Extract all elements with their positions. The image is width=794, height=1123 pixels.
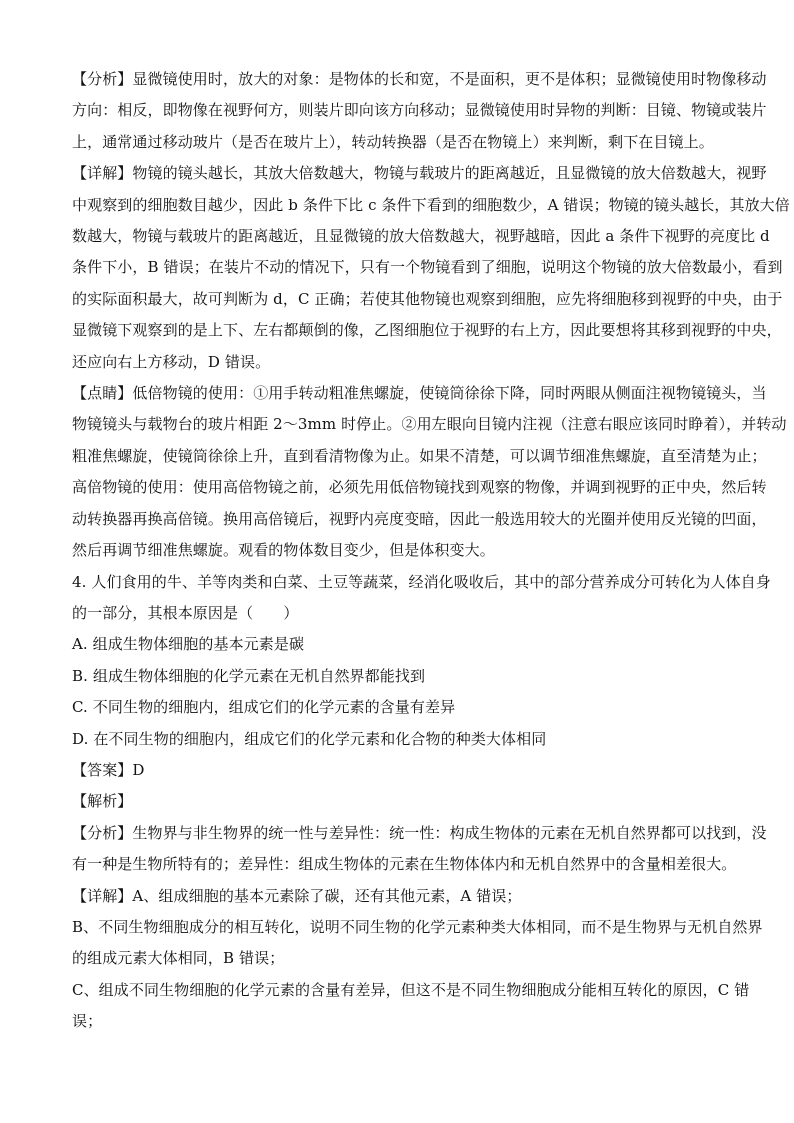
detail-line-3: 数越大，物镜与载玻片的距离越近，且显微镜的放大倍数越大，视野越暗，因此 a 条件下视野的亮度比 d	[72, 227, 770, 246]
tip-line-2: 物镜镜头与载物台的玻片相距 2～3mm 时停止。②用左眼向目镜内注视（注意右眼应该同时睁着），并转动	[72, 415, 787, 434]
analysis-line-2: 方向：相反，即物像在视野何方，则装片即向该方向移动；显微镜使用时异物的判断：目镜、物镜或装片	[72, 101, 767, 120]
tip-line-1: 【点睛】低倍物镜的使用：①用手转动粗准焦螺旋，使镜筒徐徐下降，同时两眼从侧面注视物镜镜头，当	[72, 384, 767, 403]
option-a: A. 组成生物体细胞的基本元素是碳	[72, 635, 305, 654]
q4-detail-c-line-2: 误；	[72, 1012, 103, 1031]
detail-line-5: 的实际面积最大，故可判断为 d，C 正确；若使其他物镜也观察到细胞，应先将细胞移到视野的中央，由于	[72, 289, 783, 308]
q4-detail-b-line-1: B、不同生物细胞成分的相互转化，说明不同生物的化学元素种类大体相同，而不是生物界与无机自然界	[72, 917, 763, 936]
tip-line-4: 高倍物镜的使用：使用高倍物镜之前，必须先用低倍物镜找到观察的物像，并调到视野的正中央，然后转	[72, 478, 767, 497]
analysis-line-1: 【分析】显微镜使用时，放大的对象：是物体的长和宽，不是面积，更不是体积；显微镜使用时物像移动	[72, 70, 767, 88]
option-d: D. 在不同生物的细胞内，组成它们的化学元素和化合物的种类大体相同	[72, 729, 547, 748]
detail-line-2: 中观察到的细胞数目越少，因此 b 条件下比 c 条件下看到的细胞数少，A 错误；物镜的镜头越长，其放大倍	[72, 195, 790, 214]
option-c: C. 不同生物的细胞内，组成它们的化学元素的含量有差异	[72, 698, 456, 717]
detail-line-4: 条件下小，B 错误；在装片不动的情况下，只有一个物镜看到了细胞，说明这个物镜的放大倍数最小，看到	[72, 258, 783, 277]
detail-line-7: 还应向右上方移动，D 错误。	[72, 352, 271, 371]
explanation-heading: 【解析】	[72, 792, 133, 811]
q4-analysis-line-1: 【分析】生物界与非生物界的统一性与差异性：统一性：构成生物体的元素在无机自然界都可以找到，没	[72, 823, 767, 842]
analysis-line-3: 上，通常通过移动玻片（是否在玻片上），转动转换器（是否在物镜上）来判断，剩下在目镜上。	[72, 132, 714, 151]
option-b: B. 组成生物体细胞的化学元素在无机自然界都能找到	[72, 666, 426, 685]
q4-detail-c-line-1: C、组成不同生物细胞的化学元素的含量有差异，但这不是不同生物细胞成分能相互转化的原因，C 错	[72, 980, 750, 999]
tip-line-3: 粗准焦螺旋，使镜筒徐徐上升，直到看清物像为止。如果不清楚，可以调节细准焦螺旋，直至清楚为止；	[72, 446, 767, 465]
answer-line: 【答案】D	[72, 760, 145, 779]
tip-line-6: 然后再调节细准焦螺旋。观看的物体数目变少，但是体积变大。	[72, 541, 495, 560]
detail-line-6: 显微镜下观察到的是上下、左右都颠倒的像，乙图细胞位于视野的右上方，因此要想将其移到视野的中央，	[72, 321, 782, 340]
detail-line-1: 【详解】物镜的镜头越长，其放大倍数越大，物镜与载玻片的距离越近，且显微镜的放大倍数越大，视野	[72, 164, 767, 183]
tip-line-5: 动转换器再换高倍镜。换用高倍镜后，视野内亮度变暗，因此一般选用较大的光圈并使用反光镜的凹面，	[72, 509, 767, 528]
q4-analysis-line-2: 有一种是生物所特有的；差异性：组成生物体的元素在生物体体内和无机自然界中的含量相差很大。	[72, 855, 737, 874]
q4-detail-b-line-2: 的组成元素大体相同，B 错误；	[72, 949, 285, 968]
question-4-line-2: 的一部分，其根本原因是（ ）	[72, 603, 299, 622]
q4-detail-a: 【详解】A、组成细胞的基本元素除了碳，还有其他元素，A 错误；	[72, 886, 522, 905]
question-4-line-1: 4. 人们食用的牛、羊等肉类和白菜、土豆等蔬菜，经消化吸收后，其中的部分营养成分可转化为人体自身	[72, 572, 771, 591]
